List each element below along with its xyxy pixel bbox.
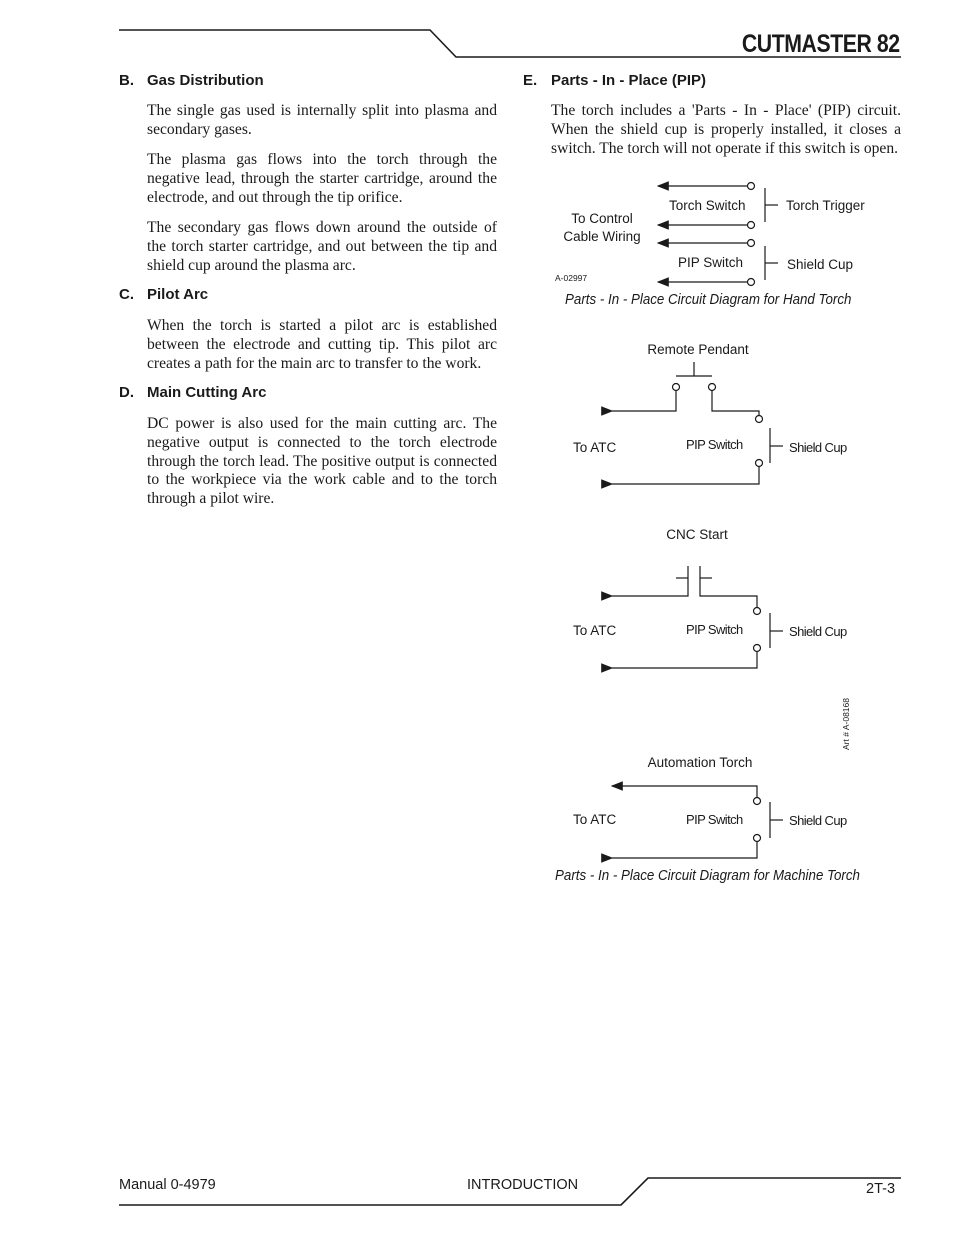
label-remote-pendant: Remote Pendant bbox=[647, 342, 749, 357]
section-b-para-2: The plasma gas flows into the torch through the negative lead, through the starter cartridge, around the electrode, and out through the tip orifice. bbox=[147, 151, 497, 206]
footer-section-name: INTRODUCTION bbox=[467, 1177, 579, 1193]
hand-label-to-control: To Control bbox=[571, 211, 633, 226]
cnc-label-to-atc: To ATC bbox=[573, 623, 617, 638]
section-c-para-1: When the torch is started a pilot arc is established between the electrode and cutting tip. This pilot arc creates a path for the main arc to transfer to the work. bbox=[147, 317, 497, 372]
auto-label-shield-cup: Shield Cup bbox=[789, 813, 847, 828]
footer-page-number: 2T-3 bbox=[866, 1181, 896, 1197]
machine-diagram-caption: Parts - In - Place Circuit Diagram for Machine Torch bbox=[555, 868, 860, 884]
auto-label-pip-switch: PIP Switch bbox=[686, 812, 743, 827]
pendant-label-pip-switch: PIP Switch bbox=[686, 437, 743, 452]
section-e-para-1: The torch includes a 'Parts - In - Place' (PIP) circuit. When the shield cup is properly installed, it closes a switch. The torch will not operate if this switch is open. bbox=[551, 102, 901, 157]
brand-title: CUTMASTER 82 bbox=[742, 30, 900, 58]
hand-label-shield-cup: Shield Cup bbox=[787, 257, 854, 272]
footer-manual-number: Manual 0-4979 bbox=[119, 1177, 216, 1193]
cnc-start-diagram bbox=[612, 566, 783, 668]
section-b-heading: B. Gas Distribution bbox=[119, 72, 264, 89]
hand-label-pip-switch: PIP Switch bbox=[678, 255, 744, 270]
section-d-heading: D. Main Cutting Arc bbox=[119, 384, 267, 401]
remote-pendant-diagram bbox=[612, 362, 783, 484]
cnc-label-pip-switch: PIP Switch bbox=[686, 622, 743, 637]
auto-label-to-atc: To ATC bbox=[573, 812, 617, 827]
hand-label-cable-wiring: Cable Wiring bbox=[563, 229, 641, 244]
pendant-label-to-atc: To ATC bbox=[573, 440, 617, 455]
section-e-heading: E. Parts - In - Place (PIP) bbox=[523, 72, 707, 89]
pendant-label-shield-cup: Shield Cup bbox=[789, 440, 847, 455]
section-c-heading: C. Pilot Arc bbox=[119, 286, 209, 303]
cnc-label-shield-cup: Shield Cup bbox=[789, 624, 847, 639]
label-automation-torch: Automation Torch bbox=[647, 755, 753, 770]
section-b-para-1: The single gas used is internally split into plasma and secondary gases. bbox=[147, 102, 497, 138]
hand-art-number: A-02997 bbox=[555, 273, 588, 283]
section-d-para-1: DC power is also used for the main cutting arc. The negative output is connected to the torch electrode through the torch lead. The positive output is connected to the workpiece via the work cable and to the torch through a pilot wire. bbox=[147, 415, 497, 508]
hand-label-torch-trigger: Torch Trigger bbox=[786, 198, 865, 213]
section-b-para-3: The secondary gas flows down around the outside of the torch starter cartridge, and out between the tip and shield cup around the plasma arc. bbox=[147, 219, 497, 274]
label-cnc-start: CNC Start bbox=[666, 527, 728, 542]
hand-label-torch-switch: Torch Switch bbox=[669, 198, 746, 213]
hand-diagram-caption: Parts - In - Place Circuit Diagram for Hand Torch bbox=[565, 292, 852, 308]
machine-art-number: Art # A-08168 bbox=[841, 698, 851, 750]
